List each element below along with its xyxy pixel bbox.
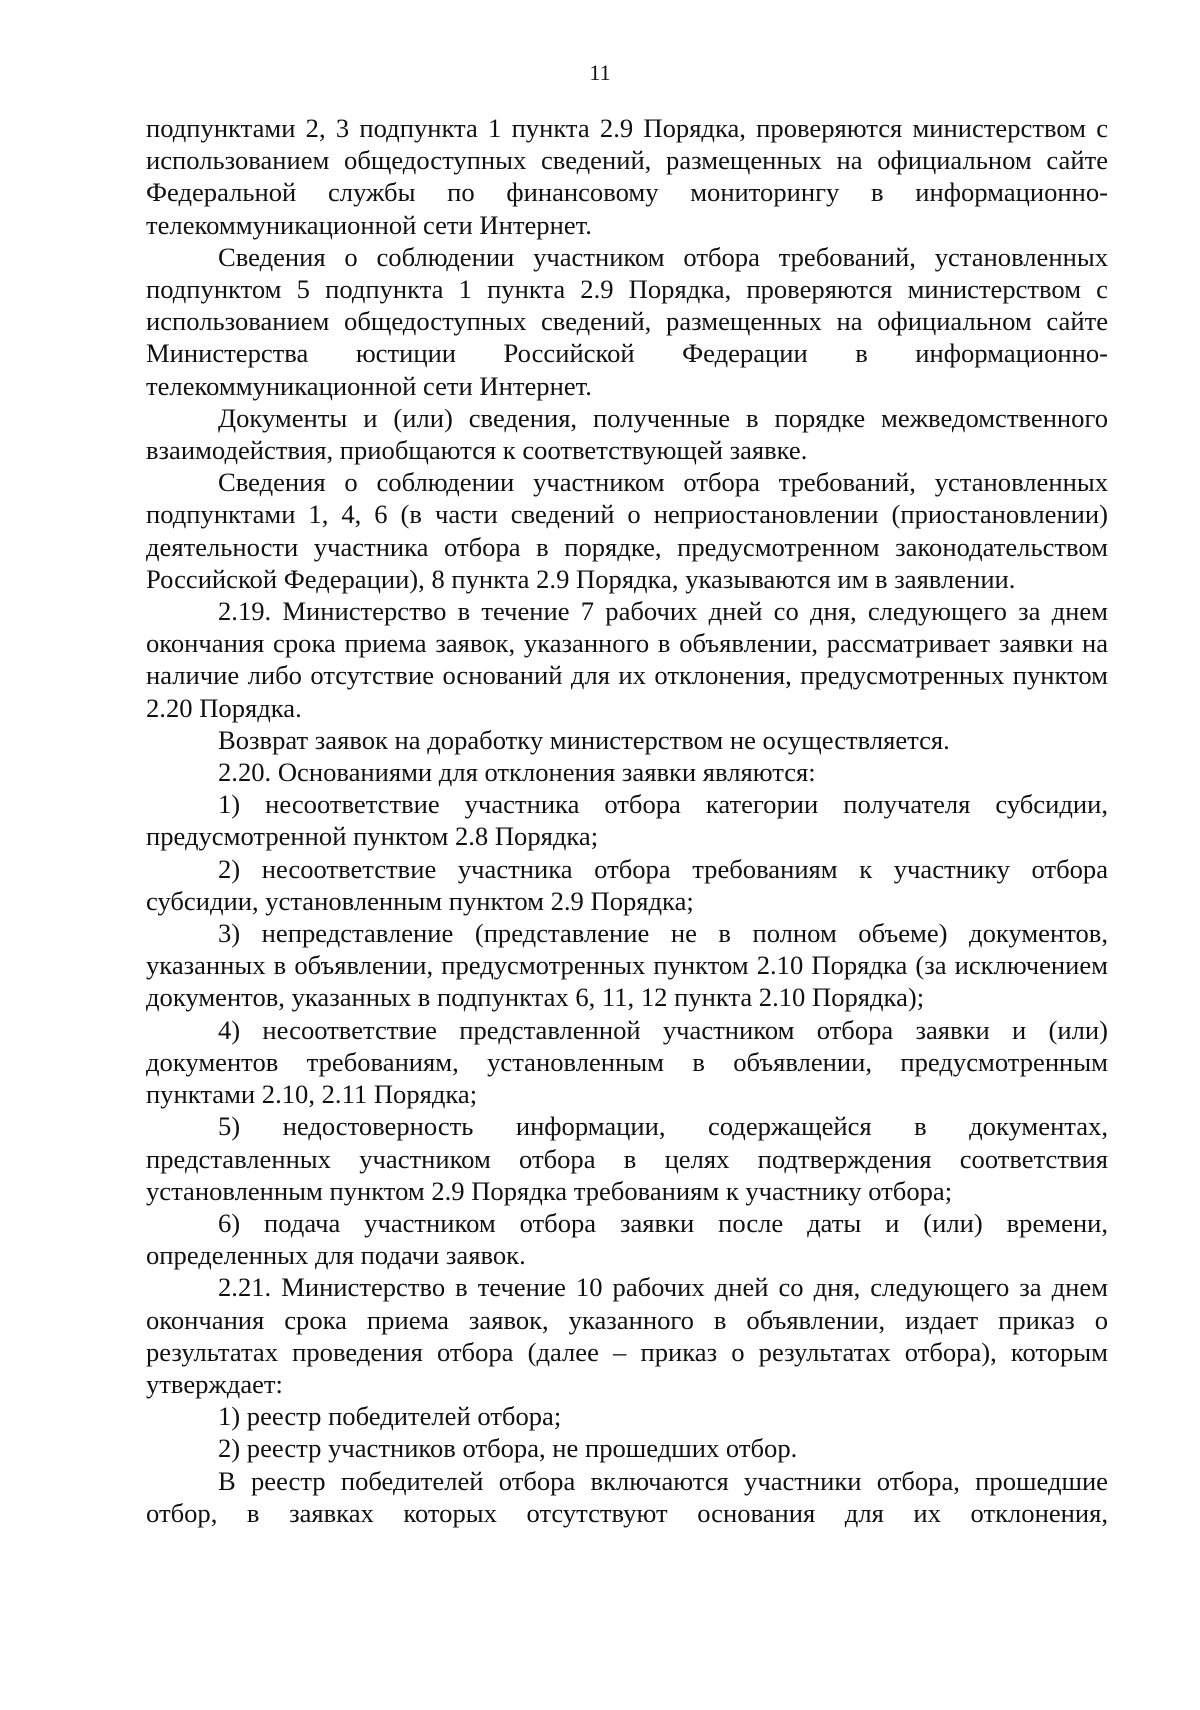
list-item-2-21-1: 1) реестр победителей отбора;	[218, 1401, 562, 1432]
list-item-2-20-4: 4) несоответствие представленной участником отбора заявки и (или) документов требованиям, установленным в объявлении, предусмотренным пунктами 2.10, 2.11 Порядка;	[146, 1014, 1108, 1110]
paragraph-winners-registry: В реестр победителей отбора включаются участники отбора, прошедшие отбор, в заявках которых отсутствуют основания для их отклонения,	[146, 1465, 1108, 1528]
list-item-2-21-2: 2) реестр участников отбора, не прошедших отбор.	[218, 1433, 798, 1464]
paragraph-compliance-statement: Сведения о соблюдении участником отбора требований, установленных подпунктами 1, 4, 6 (в части сведений о неприостановлении (приостановлении) деятельности участника отбора в порядке, предусмотренном законодательством Российской Федерации), 8 пункта 2.9 Порядка, указываются им в заявлении.	[146, 467, 1108, 594]
paragraph-2-19: 2.19. Министерство в течение 7 рабочих дней со дня, следующего за днем окончания срока приема заявок, указанного в объявлении, рассматривает заявки на наличие либо отсутствие оснований для их отклонения, предусмотренных пунктом 2.20 Порядка.	[146, 596, 1108, 723]
paragraph-continued: подпунктами 2, 3 подпункта 1 пункта 2.9 Порядка, проверяются министерством с использованием общедоступных сведений, размещенных на официальном сайте Федеральной службы по финансовому мониторингу в информационно-телекоммуникационной сети Интернет.	[146, 113, 1108, 240]
paragraph-interagency-documents: Документы и (или) сведения, полученные в порядке межведомственного взаимодействия, приобщаются к соответствующей заявке.	[146, 402, 1108, 466]
list-item-2-20-2: 2) несоответствие участника отбора требованиям к участнику отбора субсидии, установленным пунктом 2.9 Порядка;	[146, 853, 1108, 916]
document-body	[146, 112, 1108, 1529]
list-item-2-20-6: 6) подача участником отбора заявки после даты и (или) времени, определенных для подачи заявок.	[146, 1207, 1108, 1271]
list-item-2-20-1: 1) несоответствие участника отбора категории получателя субсидии, предусмотренной пунктом 2.8 Порядка;	[146, 789, 1108, 852]
page-number: 11	[589, 60, 611, 85]
list-item-2-20-3: 3) непредставление (представление не в полном объеме) документов, указанных в объявлении, предусмотренных пунктом 2.10 Порядка (за исключением документов, указанных в подпунктах 6, 11, 12 пункта 2.10 Порядка);	[146, 918, 1108, 1013]
paragraph-justice-ministry-check: Сведения о соблюдении участником отбора требований, установленных подпунктом 5 подпункта 1 пункта 2.9 Порядка, проверяются министерством с использованием общедоступных сведений, размещенных на официальном сайте Министерства юстиции Российской Федерации в информационно-телекоммуникационной сети Интернет.	[146, 241, 1108, 401]
list-item-2-20-5: 5) недостоверность информации, содержащейся в документах, представленных участником отбора в целях подтверждения соответствия установленным пунктом 2.9 Порядка требованиям к участнику отбора;	[146, 1111, 1108, 1206]
paragraph-no-return: Возврат заявок на доработку министерством не осуществляется.	[218, 724, 950, 755]
paragraph-2-20: 2.20. Основаниями для отклонения заявки являются:	[218, 757, 816, 788]
paragraph-2-21: 2.21. Министерство в течение 10 рабочих дней со дня, следующего за днем окончания срока приема заявок, указанного в объявлении, издает приказ о результатах проведения отбора (далее – приказ о результатах отбора), которым утверждает:	[146, 1272, 1108, 1399]
